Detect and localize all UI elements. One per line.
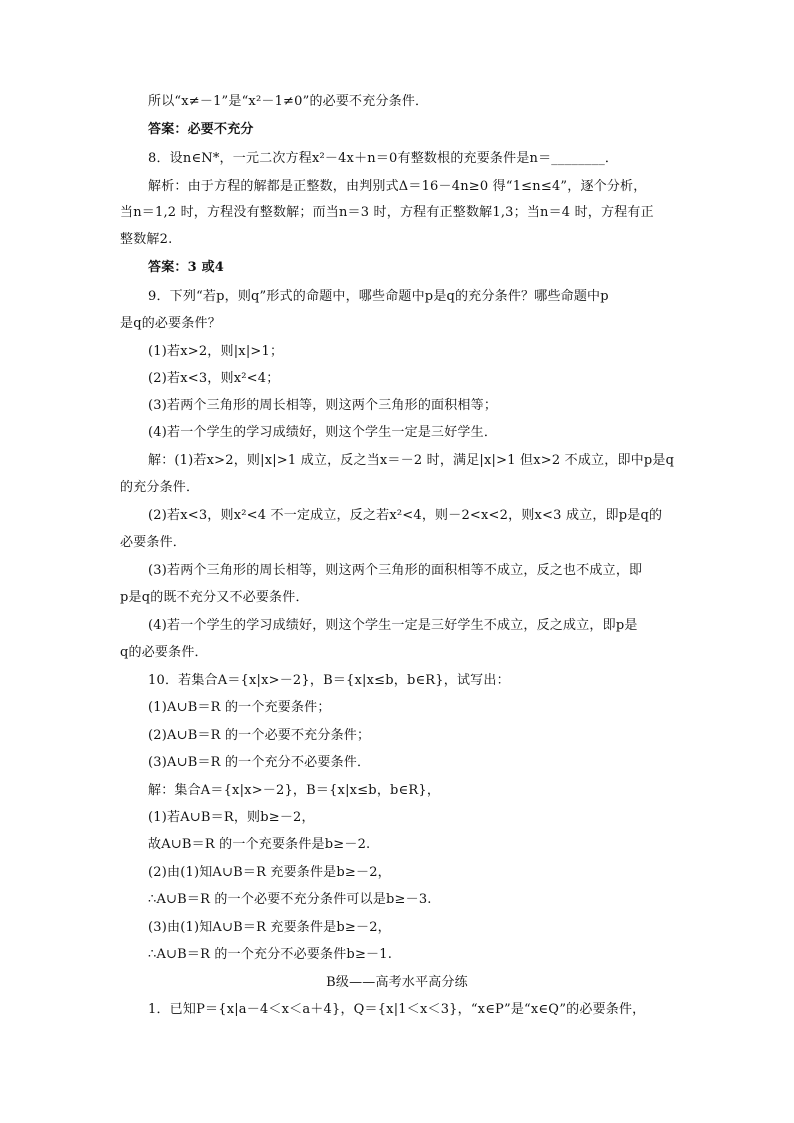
- sub-item: (3)若两个三角形的周长相等，则这两个三角形的面积相等；: [148, 398, 498, 413]
- solution-line: (3)由(1)知A∪B＝R 充要条件是b≥－2，: [148, 920, 391, 935]
- solution-line: (4)若一个学生的学习成绩好，则这个学生一定是三好学生不成立，反之成立，即p是: [148, 618, 638, 633]
- solution-line: (3)若两个三角形的周长相等，则这两个三角形的面积相等不成立，反之也不成立，即: [148, 563, 643, 578]
- sub-item: (3)A∪B＝R 的一个充分不必要条件．: [148, 755, 371, 770]
- analysis-line: 当n＝1,2 时，方程没有整数解；而当n＝3 时，方程有正整数解1,3；当n＝4 时，方程有正: [120, 205, 654, 220]
- analysis-line: 整数解2.: [120, 232, 173, 247]
- answer-line: 答案：必要不充分: [148, 122, 254, 137]
- question-9: 9．下列“若p，则q”形式的命题中，哪些命题中p是q的充分条件？哪些命题中p: [148, 289, 609, 304]
- section-heading: B级——高考水平高分练: [326, 975, 468, 990]
- question-10: 10．若集合A＝{x|x>－2}，B＝{x|x≤b，b∈R}，试写出：: [148, 673, 510, 688]
- sub-item: (4)若一个学生的学习成绩好，则这个学生一定是三好学生．: [148, 425, 498, 440]
- sub-item: (1)A∪B＝R 的一个充要条件；: [148, 700, 331, 715]
- solution-line: 必要条件．: [120, 535, 187, 550]
- sub-item: (2)若x<3，则x²<4；: [148, 371, 280, 386]
- solution-line: 的充分条件．: [120, 480, 200, 495]
- solution-line: q的必要条件．: [120, 645, 208, 660]
- text-line: 所以“x≠－1”是“x²－1≠0”的必要不充分条件．: [148, 94, 429, 109]
- question-9-cont: 是q的必要条件？: [120, 316, 221, 331]
- solution-line: ∴A∪B＝R 的一个充分不必要条件b≥－1.: [148, 947, 393, 962]
- solution-line: (1)若A∪B＝R，则b≥－2，: [148, 810, 315, 825]
- question-8: 8．设n∈N*，一元二次方程x²－4x＋n＝0有整数根的充要条件是n＝________．: [148, 151, 619, 166]
- solution-line: 解：(1)若x>2，则|x|>1 成立，反之当x＝－2 时，满足|x|>1 但x>2 不成立，即中p是q: [148, 453, 675, 468]
- solution-line: 故A∪B＝R 的一个充要条件是b≥－2.: [148, 837, 371, 852]
- question-b1: 1．已知P＝{x|a－4＜x＜a＋4}，Q＝{x|1＜x＜3}，“x∈P”是“x∈Q”的必要条件，: [148, 1002, 646, 1017]
- solution-line: ∴A∪B＝R 的一个必要不充分条件可以是b≥－3.: [148, 892, 432, 907]
- solution-line: (2)若x<3，则x²<4 不一定成立，反之若x²<4，则－2<x<2，则x<3 成立，即p是q的: [148, 508, 663, 523]
- sub-item: (2)A∪B＝R 的一个必要不充分条件；: [148, 728, 371, 743]
- solution-line: p是q的既不充分又不必要条件．: [120, 590, 309, 605]
- solution-line: 解：集合A＝{x|x>－2}，B＝{x|x≤b，b∈R}，: [148, 783, 441, 798]
- analysis-line: 解析：由于方程的解都是正整数，由判别式Δ＝16－4n≥0 得“1≤n≤4”，逐个分析，: [148, 179, 647, 194]
- solution-line: (2)由(1)知A∪B＝R 充要条件是b≥－2，: [148, 865, 391, 880]
- sub-item: (1)若x>2，则|x|>1；: [148, 344, 284, 359]
- answer-line: 答案：3 或4: [148, 260, 225, 275]
